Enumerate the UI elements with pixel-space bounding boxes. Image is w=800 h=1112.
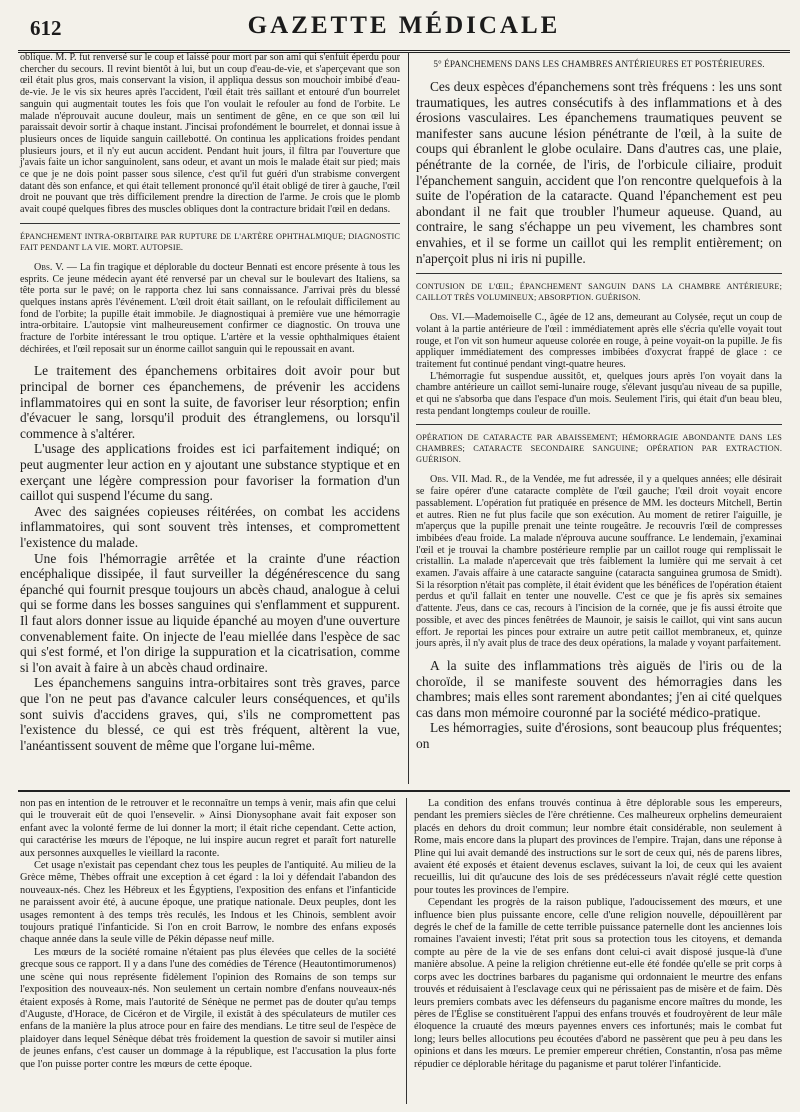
section-title: 5° ÉPANCHEMENS DANS LES CHAMBRES ANTÉRIEURES ET POSTÉRIEURES. (433, 59, 765, 69)
divider (20, 223, 400, 224)
divider (416, 424, 782, 425)
left-column (20, 52, 400, 753)
paragraph: Cependant les progrès de la raison publique, l'adoucissement des mœurs, et une influence bien plus puissante encore, celle d'une religion nouvelle, dépouillèrent par degrés le chef de la famille de cette terrible puissance paternelle dont les anciennes lois romaines l'avaient investi; l'état prit sous sa protection tous les citoyens, et demanda compte au père de la vie de ses enfans dont celui-ci avait disposé jusque-là d'une manière absolue. A peine la religion chrétienne eut-elle été fondée qu'elle se prit corps à corps avec les doctrines barbares du paganisme qui ordonnaient le meurtre des enfans trouvés et réduisaient à l'esclavage ceux qui ne périssaient pas de misère et de faim. Dès leurs premiers combats avec les défenseurs du paganisme encore maîtres du monde, les pères de l'Église se constituèrent l'appui des enfans trouvés et foudroyèrent de leur mâle éloquence la cruauté des mœurs payennes envers ces infortunés; mais le combat fut long; leurs belles allocutions peu écoutées d'abord ne passèrent que peu à peu dans les opinions et dans les mœurs. Le premier empereur chrétien, Constantin, n'osa pas même répudier ce déplorable héritage du paganisme et parut tolérer l'infanticide. (414, 897, 782, 1070)
feuilleton-left-column (20, 798, 396, 1106)
divider (416, 273, 782, 274)
paragraph: Ces deux espèces d'épanchemens sont très fréquens : les uns sont traumatiques, les autres consécutifs à des inflammations et à des érosions vasculaires. Les épanchemens traumatiques peuvent se manifester sans aucune lésion pénétrante de l'œil, à la suite de coups qui ébranlent le globe oculaire. Dans d'autres cas, une plaie, pénétrante de la cornée, de l'iris, de l'orbicule ciliaire, produit l'épanchement sanguin, accident que l'on rencontre quelquefois à la suite de l'opération de la cataracte. Quand l'épanchement est peu abondant il ne fait que troubler l'humeur aqueuse. Quand, au contraire, le sang s'échappe un peu vivement, les chambres sont envahies, et il se forme un caillot qui les remplit entièrement; on n'aperçoit plus ni iris ni pupille. (416, 79, 782, 266)
observation-text: — La fin tragique et déplorable du docteur Bennati est encore présente à tous les esprits. Ce jeune médecin ayant été renversé par un cheval sur le boulevart des Italiens, sa tête porta sur le pavé; on le rapporta chez lui sans connaissance. J'arrivai près du blessé quelques instans après l'événement. L'œil droit était saillant, on le refoulait difficilement au fond de l'orbite; la pupille était immobile. Je diagnostiquai à première vue une hémorragie intra-orbitaire. L'autopsie vint malheureusement confirmer ce diagnostic. On trouva une fracture de l'orbite intéressant le trou optique. L'artère et la vessie ophthalmiques étaient déchirées, et l'œil reposait sur un énorme caillot sanguin qui le repoussait en avant. (20, 261, 400, 355)
page-header (18, 6, 790, 53)
paragraph: Avec des saignées copieuses réitérées, on combat les accidens inflammatoires, qui sont souvent très intenses, et compromettent l'existence du malade. (20, 503, 400, 550)
paragraph: Les épanchemens sanguins intra-orbitaires sont très graves, parce que l'on ne peut pas d'avance calculer leurs conséquences, et qu'ils sont suivis d'accidens graves, qui, s'ils ne compromettent pas l'existence du blessé, ce qui est très fréquent, altèrent la vue, l'anéantissent souvent de même que l'organe lui-même. (20, 675, 400, 753)
column-rule (406, 798, 407, 1104)
paragraph: La condition des enfans trouvés continua à être déplorable sous les empereurs, pendant les premiers siècles de l'ère chrétienne. Ces malheureux orphelins demeuraient placés en dehors du droit commun; leur nombre était considérable, non seulement à Rome, mais encore dans la plupart des provinces de l'empire. Trajan, dans une réponse à Pline qui lui avait demandé des instructions sur le sort de ceux qui, nés de parens libres, avaient été exposés et étaient devenus esclaves, suivant la loi, de ceux qui les avaient recueillis, lui dit qu'aucune des lois de ses prédécesseurs n'avait réglé cette question pour toutes les provinces de l'empire. (414, 798, 782, 896)
observation-paragraph (416, 312, 782, 371)
observation-label: Obs. VI. (430, 312, 465, 324)
case-heading: OPÉRATION DE CATARACTE PAR ABAISSEMENT; HÉMORRAGIE ABONDANTE DANS LES CHAMBRES; CATARACTE SECONDAIRE SANGUINE; OPÉRATION PAR EXTRACTION. GUÉRISON. (416, 433, 782, 465)
paragraph: Une fois l'hémorragie arrêtée et la crainte d'une réaction encéphalique dissipée, il faut surveiller la dégénérescence du sang épanché qui fournit presque toujours un abcès chaud, analogue à celui qui se forme dans les bosses sanguines qui s'enflamment et suppurent. Il faut alors donner issue au liquide épanché au moyen d'une ouverture convenablement faite. On injecte de l'eau miellée dans l'espèce de sac qui s'est formé, et l'on dirige la suppuration et la cicatrisation, comme si l'on avait à faire à un abcès chaud ordinaire. (20, 550, 400, 675)
observation-text: —Mademoiselle C., âgée de 12 ans, demeurant au Colysée, reçut un coup de volant à la partie antérieure de l'œil : immédiatement après elle s'écria qu'elle voyait tout rouge, et l'on vit son humeur aqueuse colorée en rouge, à peine voyait-on la pupille. Je fis appliquer immédiatement des compresses imbibées d'oxycrat frappé de glace : ce traitement fut continué pendant vingt-quatre heures. (416, 312, 782, 370)
case-heading: CONTUSION DE L'ŒIL; ÉPANCHEMENT SANGUIN DANS LA CHAMBRE ANTÉRIEURE; CAILLOT TRÈS VOLUMINEUX; ABSORPTION. GUÉRISON. (416, 282, 782, 303)
paragraph: oblique. M. P. fut renversé sur le coup et laissé pour mort par son ami qui s'enfuit éperdu pour chercher du secours. Il revint bientôt à lui, but un coup d'eau-de-vie, et s'aperçevant que son œil était plus gros, mais conservant la vision, il appliqua dessus son mouchoir imbibé d'eau-de-vie. Je le vis six heures après l'accident, l'œil était très saillant et entouré d'un bourrelet sanguin qui augmentait toutes les fois que l'on voulait le refouler au fond de l'orbite. Le malade n'éprouvait aucune douleur, mais un sentiment de gêne, en ce que son œil lui paraissait devoir sortir à chaque instant. J'incisai profondément le bourrelet, et donnai issue à plusieurs onces de liquide sanguin caillebotté. On continua les applications froides pendant plusieurs jours, et il n'y eut aucun accident. Pendant huit jours, il filtra par l'ouverture que j'avais faite un ichor sanguinolent, sans odeur, et avant un mois le malade était sur pied; mais ce que je ne dois point passer sous silence, c'est qu'il fut guéri d'un strabisme convergent datant dès son enfance, et qui était tellement prononcé qu'il était obligé de tirer à gauche, l'œil droit ne pouvant que très difficilement prendre la direction de l'arme. Je crois que le plomb avait coupé quelques fibres des muscles obliques dont la contracture bridait l'œil en dedans. (20, 52, 400, 216)
paragraph: A la suite des inflammations très aiguës de l'iris ou de la choroïde, il se manifeste souvent des hémorragies dans les chambres; mais elles sont rarement abondantes; j'en ai cité quelques cas dans mon mémoire couronné par la société médico-pratique. (416, 658, 782, 720)
observation-label: Obs. VII. (430, 474, 468, 486)
observation-label: Obs. V. (34, 261, 64, 273)
feuilleton-right-column (414, 798, 782, 1106)
newspaper-title: GAZETTE MÉDICALE (247, 12, 561, 39)
column-rule (408, 52, 409, 784)
paragraph: L'hémorragie fut suspendue aussitôt, et, quelques jours après l'on voyait dans la chambre antérieure un caillot semi-lunaire rouge, s'élevant jusqu'au niveau de sa pupille, et qui ne s'absorba que dans l'espace d'un mois. Seulement l'iris, qui était d'un beau bleu, resta pendant longtemps couleur de rouille. (416, 370, 782, 417)
observation-paragraph (20, 262, 400, 356)
feuilleton-rule (18, 790, 790, 792)
paragraph: Cet usage n'existait pas cependant chez tous les peuples de l'antiquité. Au milieu de la Grèce même, Thèbes offrait une exception à cet égard : la loi y défendait l'abandon des nouveaux-nés. Chez les Hébreux et les Égyptiens, l'exposition des enfans et l'infanticide ne paraissent avoir été, à aucune époque, une pratique nationale. Deux peuples, dont les usages remontent à des temps très reculés, les Indous et les Chinois, semblent avoir toujours pratiqué l'infanticide. Si l'on en croit Barrow, le nombre des enfans exposés chaque année dans la seule ville de Pékin dépasse neuf mille. (20, 860, 396, 946)
paragraph: Le traitement des épanchemens orbitaires doit avoir pour but principal de borner ces épanchemens, de prévenir les accidens inflammatoires qui en sont la suite, de favoriser leur résorption; enfin d'évacuer le sang, lorsqu'il produit des étranglemens, ou lorsqu'il commence à s'altérer. (20, 363, 400, 441)
paragraph: non pas en intention de le retrouver et le reconnaître un temps à venir, mais afin que celui qui le trouverait eût de quoi l'ensevelir. » Ainsi Dionysophane avait fait exposer son enfant avec la volonté ferme de lui donner la mort; il était riche cependant. Cette action, qui caractérise les mœurs de l'époque, ne lui inspire aucun regret et paraît fort naturelle aux personnes auxquelles le vieillard la raconte. (20, 798, 396, 859)
observation-paragraph (416, 474, 782, 650)
paragraph: L'usage des applications froides est ici parfaitement indiqué; on peut augmenter leur action en y ajoutant une substance styptique et en exerçant une légère compression pour favoriser la formation d'un caillot qui suspend l'écume du sang. (20, 441, 400, 504)
right-column (416, 52, 782, 782)
observation-text: Mad. R., de la Vendée, me fut adressée, il y a quelques années; elle désirait se faire opérer d'une cataracte complète de l'œil gauche; l'œil droit voyait encore passablement. L'opération fut pratiquée en présence de MM. les docteurs Mitchell, Bertin et autres. Rien ne fut plus facile que son exécution. Au moment de retirer l'aiguille, je m'aperçus que la pupille prenait une teinte rougeâtre. Je recouvris l'œil de compresses imbibées d'eau froide. La malade n'éprouva aucune souffrance. Le lendemain, j'examinai l'œil et je trouvai la chambre postérieure remplie par un caillot rouge qui remplissait le cristallin. La malade n'apercevait que très faiblement la lumière qui me servait à cet examen. J'avais affaire à une cataracte sanguine (cataracta sanguinea grumosa de Smidt). Si la résorption n'était pas complète, il était évident que les bénéfices de l'opération étaient perdus et qu'il fallait en tenter une nouvelle. C'est ce que je fis après six semaines d'attente. J'eus, dans ce cas, recours à l'incision de la cornée, que je fis aussi étroite que possible, et avec des pinces fenêtrées de Maunoir, je saisis le caillot, qui vint sans aucun effort. Je reportai les pinces pour extraire un autre petit caillot membraneux, et, quinze jours après, il n'y avait plus de trace des deux opérations, la malade y voyant parfaitement. (416, 474, 782, 650)
page-number: 612 (30, 16, 62, 40)
paragraph: Les hémorragies, suite d'érosions, sont beaucoup plus fréquentes; on (416, 720, 782, 751)
case-heading: ÉPANCHEMENT INTRA-ORBITAIRE PAR RUPTURE DE L'ARTÈRE OPHTHALMIQUE; DIAGNOSTIC FAIT PENDANT LA VIE. MORT. AUTOPSIE. (20, 231, 400, 252)
paragraph: Les mœurs de la société romaine n'étaient pas plus élevées que celles de la société grecque sous ce rapport. Il y a dans l'une des comédies de Térence (Heautontimorumenos) une scène qui nous représente fidèlement l'opinion des Romains de son temps sur l'exposition des nouveaux-nés. Non seulement un certain nombre d'enfans nouveaux-nés étaient exposés à Rome, mais l'autorité de Sénèque ne permet pas de douter qu'au temps d'Auguste, d'Horace, de Cicéron et de Virgile, il existât à des spéculateurs de mutiler ces enfans de la manière la plus atroce pour en faire des mendians. Le titre seul de l'espèce de plaidoyer dans lequel Sénèque débat très froidement la question de savoir si mutiler ainsi de jeunes enfans, c'est causer un dommage à la république, est l'accusation la plus forte que l'on puisse porter contre les mœurs de cette époque. (20, 946, 396, 1070)
